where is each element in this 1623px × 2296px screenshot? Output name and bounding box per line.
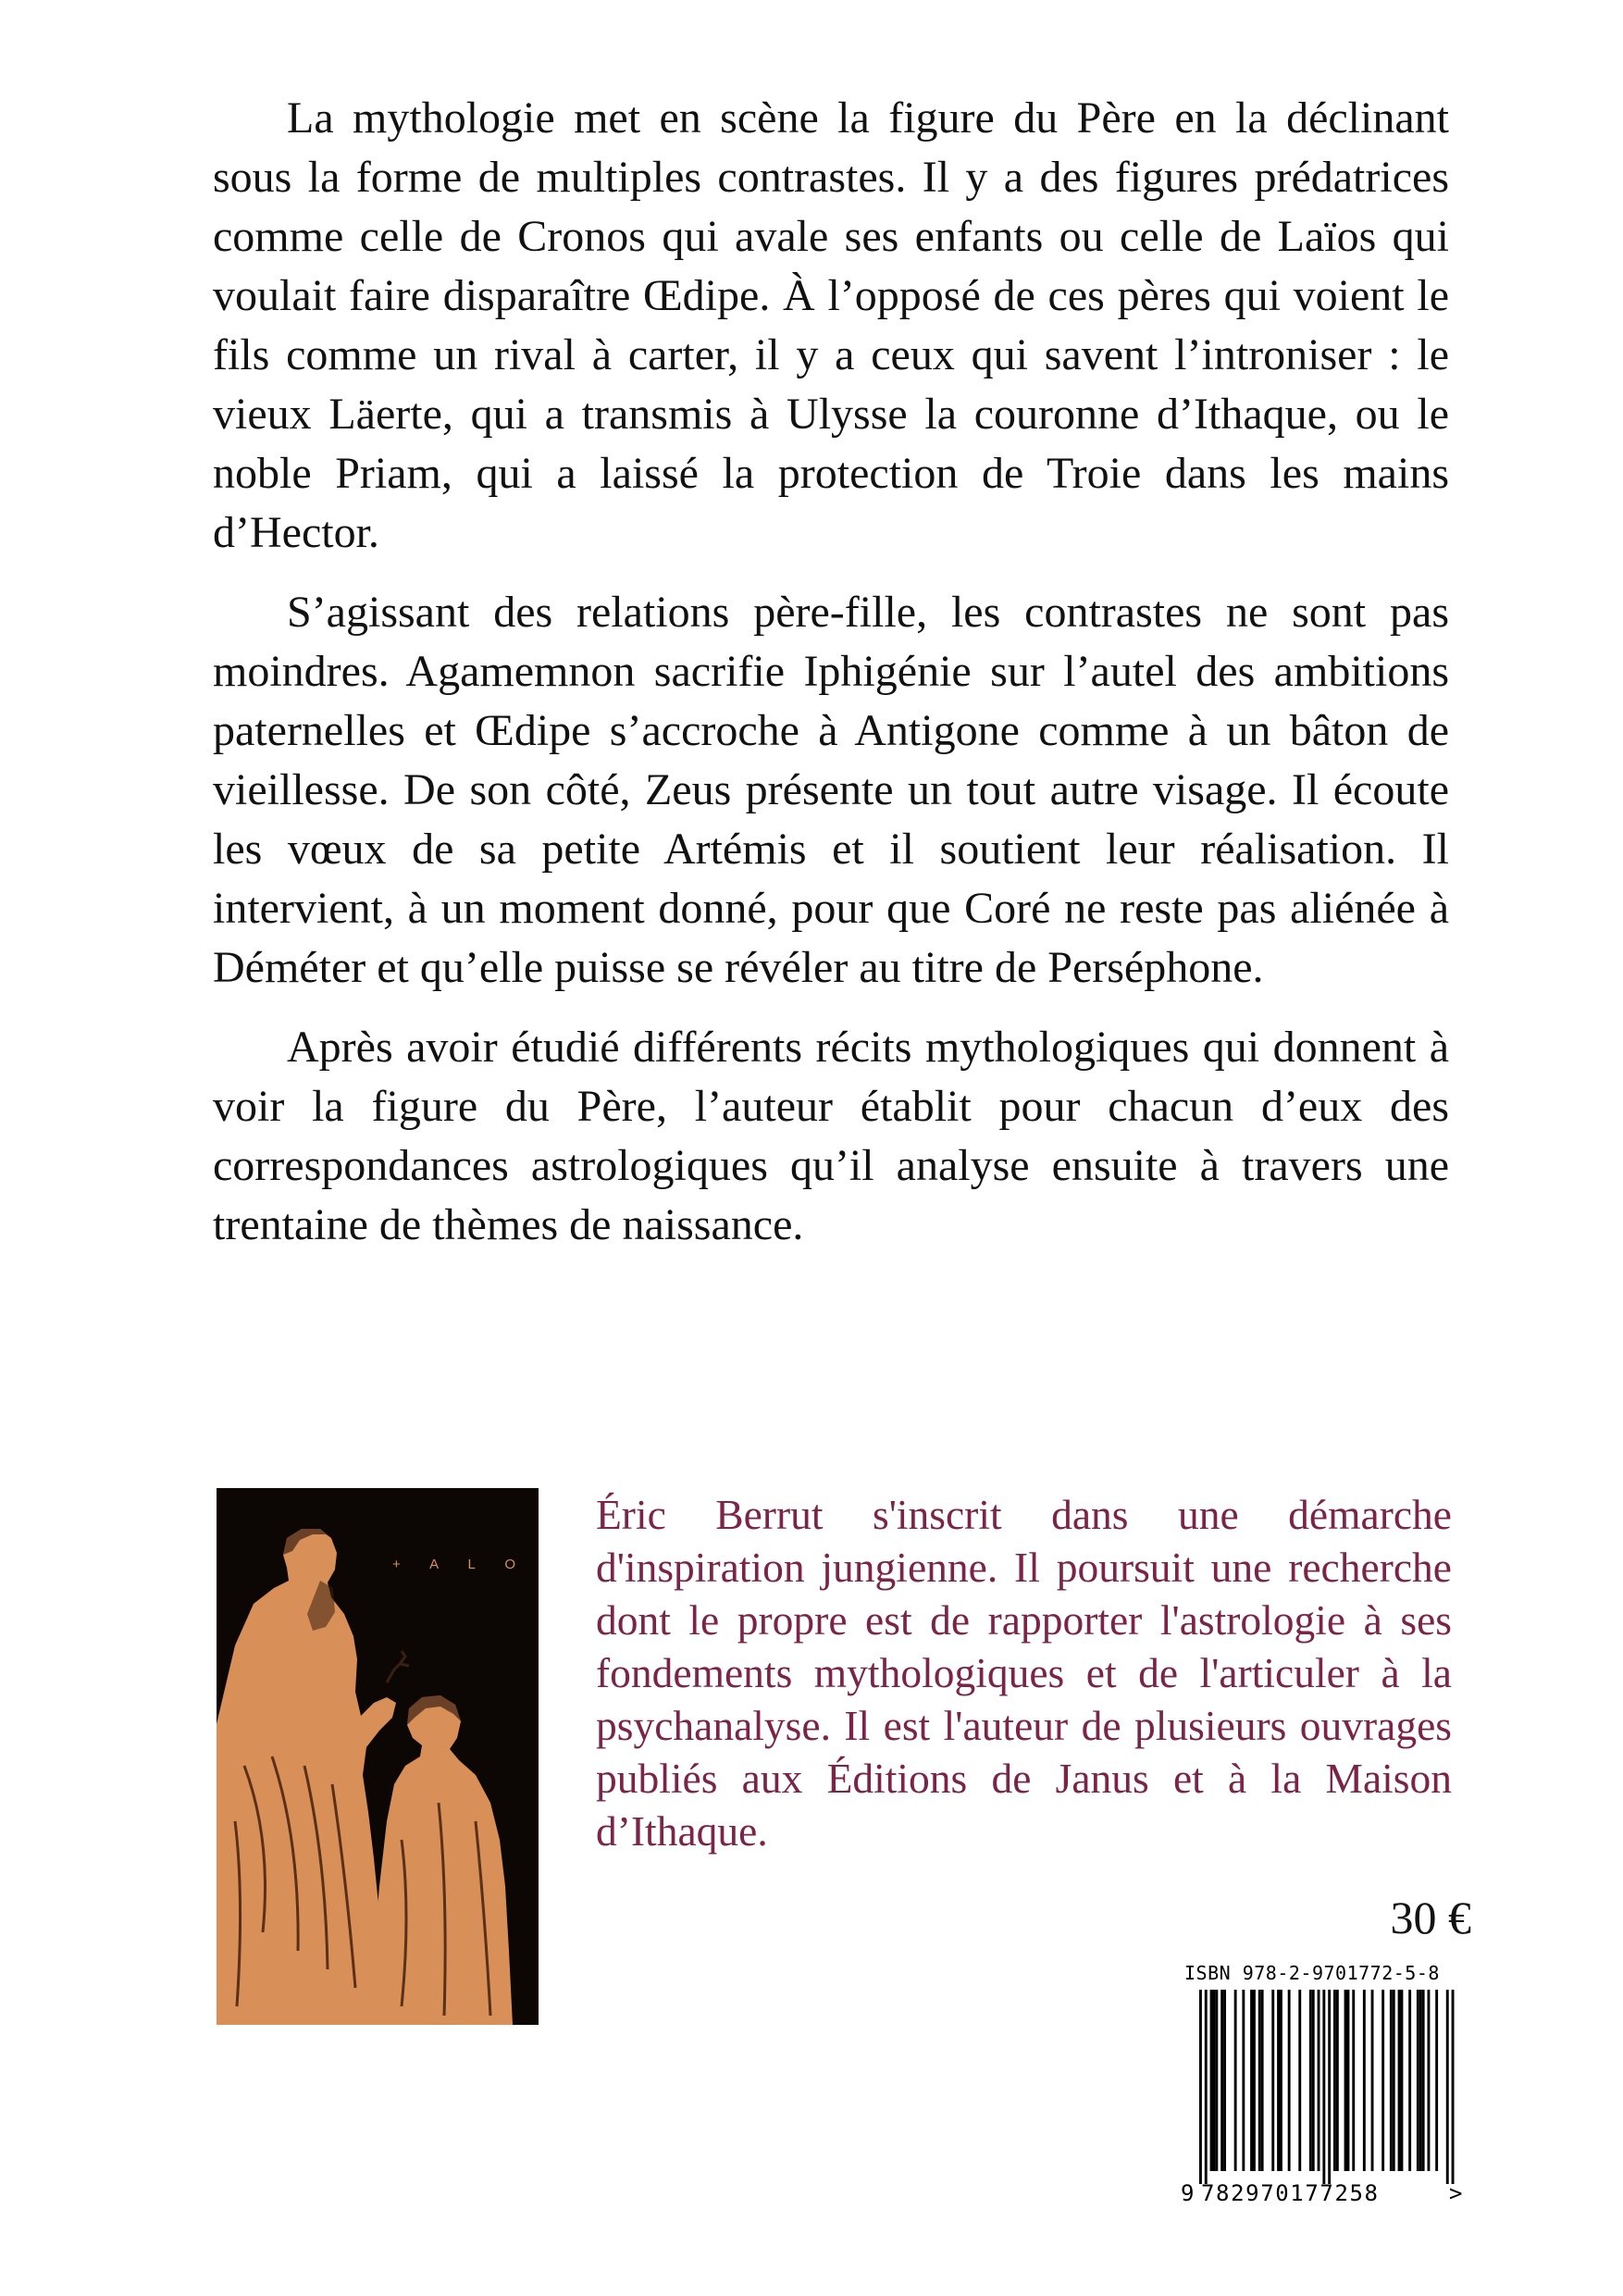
barcode-bar — [1234, 1990, 1237, 2171]
barcode-bar — [1309, 1990, 1312, 2171]
barcode-bar — [1261, 1990, 1264, 2171]
barcode-bar — [1428, 1990, 1431, 2171]
barcode-bar — [1242, 1990, 1245, 2171]
price-label: 30 € — [1390, 1892, 1471, 1943]
barcode-number: 782970177258 — [1201, 2180, 1380, 2206]
blurb-paragraph-1: La mythologie met en scène la figure du Père en la déclinant sous la forme de multiples contrastes. Il y a des figures prédatrices comme celle de Cronos qui avale ses enfants ou celle de Laïos qui voulait faire disparaître Œdipe. À l’opposé de ces pères qui voient le fils comme un rival à carter, il y a ceux qui savent l’introniser : le vieux Läerte, qui a transmis à Ulysse la couronne d’Ithaque, ou le noble Priam, qui a laissé la protection de Troie dans les mains d’Hector. — [213, 93, 1449, 557]
author-bio: Éric Berrut s'inscrit dans une démarche d'inspiration jungienne. Il poursuit une recherche dont le propre est de rapporter l'astrologie à ses fondements mythologiques et de l'articuler à la psychanalyse. Il est l'auteur de plusieurs ouvrages publiés aux Éditions de Janus et à la Maison d’Ithaque. — [596, 1491, 1452, 1855]
barcode-bar — [1220, 1990, 1223, 2171]
barcode-bar — [1205, 1990, 1208, 2184]
barcode-bar — [1318, 1990, 1320, 2171]
isbn-label: ISBN 978-2-9701772-5-8 — [1184, 1962, 1440, 1984]
barcode-bar — [1417, 1990, 1419, 2171]
barcode-arrow: > — [1449, 2180, 1463, 2206]
barcode-bar — [1258, 1990, 1261, 2171]
blurb-paragraph-2: S’agissant des relations père-fille, les contrastes ne sont pas moindres. Agamemnon sacrifie Iphigénie sur l’autel des ambitions paternelles et Œdipe s’accroche à Antigone comme à un bâton de vieillesse. De son côté, Zeus présente un tout autre visage. Il écoute les vœux de sa petite Artémis et il soutient leur réalisation. Il intervient, à un moment donné, pour que Coré ne reste pas aliénée à Déméter et qu’elle puisse se révéler au titre de Perséphone. — [213, 588, 1449, 992]
barcode-bar — [1288, 1990, 1291, 2171]
barcode-bar — [1398, 1990, 1401, 2171]
barcode-bar — [1352, 1990, 1355, 2171]
barcode-bar — [1328, 1990, 1331, 2184]
barcode-bar — [1344, 1990, 1347, 2171]
barcode-bar — [1333, 1990, 1336, 2171]
barcode-lead-digit: 9 — [1181, 2180, 1195, 2206]
barcode-bar — [1363, 1990, 1366, 2171]
barcode-bar — [1199, 1990, 1202, 2184]
isbn-barcode — [1181, 1962, 1469, 2212]
barcode-bar — [1435, 1990, 1438, 2171]
barcode-bar — [1312, 1990, 1315, 2171]
barcode-bar — [1215, 1990, 1218, 2171]
barcode-bar — [1280, 1990, 1282, 2171]
barcode-bar — [1347, 1990, 1350, 2171]
barcode-bar — [1452, 1990, 1455, 2184]
barcode-bars — [1181, 1990, 1469, 2184]
barcode-bar — [1446, 1990, 1449, 2184]
barcode-bar — [1298, 1990, 1301, 2171]
barcode-bar — [1401, 1990, 1404, 2171]
barcode-bar — [1422, 1990, 1425, 2171]
barcode-bar — [1253, 1990, 1256, 2171]
barcode-bar — [1213, 1990, 1216, 2171]
barcode-bar — [1393, 1990, 1395, 2171]
barcode-bar — [1419, 1990, 1422, 2171]
blurb-text — [213, 89, 1449, 1275]
blurb-paragraph-3: Après avoir étudié différents récits mythologiques qui donnent à voir la figure du Père, l’auteur établit pour chacun d’eux des correspondances astrologiques qu’il analyse ensuite à travers une trentaine de thèmes de naissance. — [213, 1023, 1449, 1249]
barcode-bar — [1223, 1990, 1226, 2171]
barcode-bar — [1381, 1990, 1384, 2171]
barcode-bar — [1250, 1990, 1253, 2171]
barcode-bar — [1408, 1990, 1411, 2171]
greek-vase-image — [217, 1488, 539, 2025]
barcode-bar — [1390, 1990, 1393, 2171]
barcode-bar — [1210, 1990, 1213, 2171]
barcode-bar — [1336, 1990, 1339, 2171]
barcode-bar — [1271, 1990, 1274, 2171]
barcode-bar — [1277, 1990, 1280, 2171]
barcode-bar — [1371, 1990, 1374, 2171]
vase-inscription: + A L O — [392, 1557, 529, 1572]
barcode-bar — [1322, 1990, 1325, 2184]
